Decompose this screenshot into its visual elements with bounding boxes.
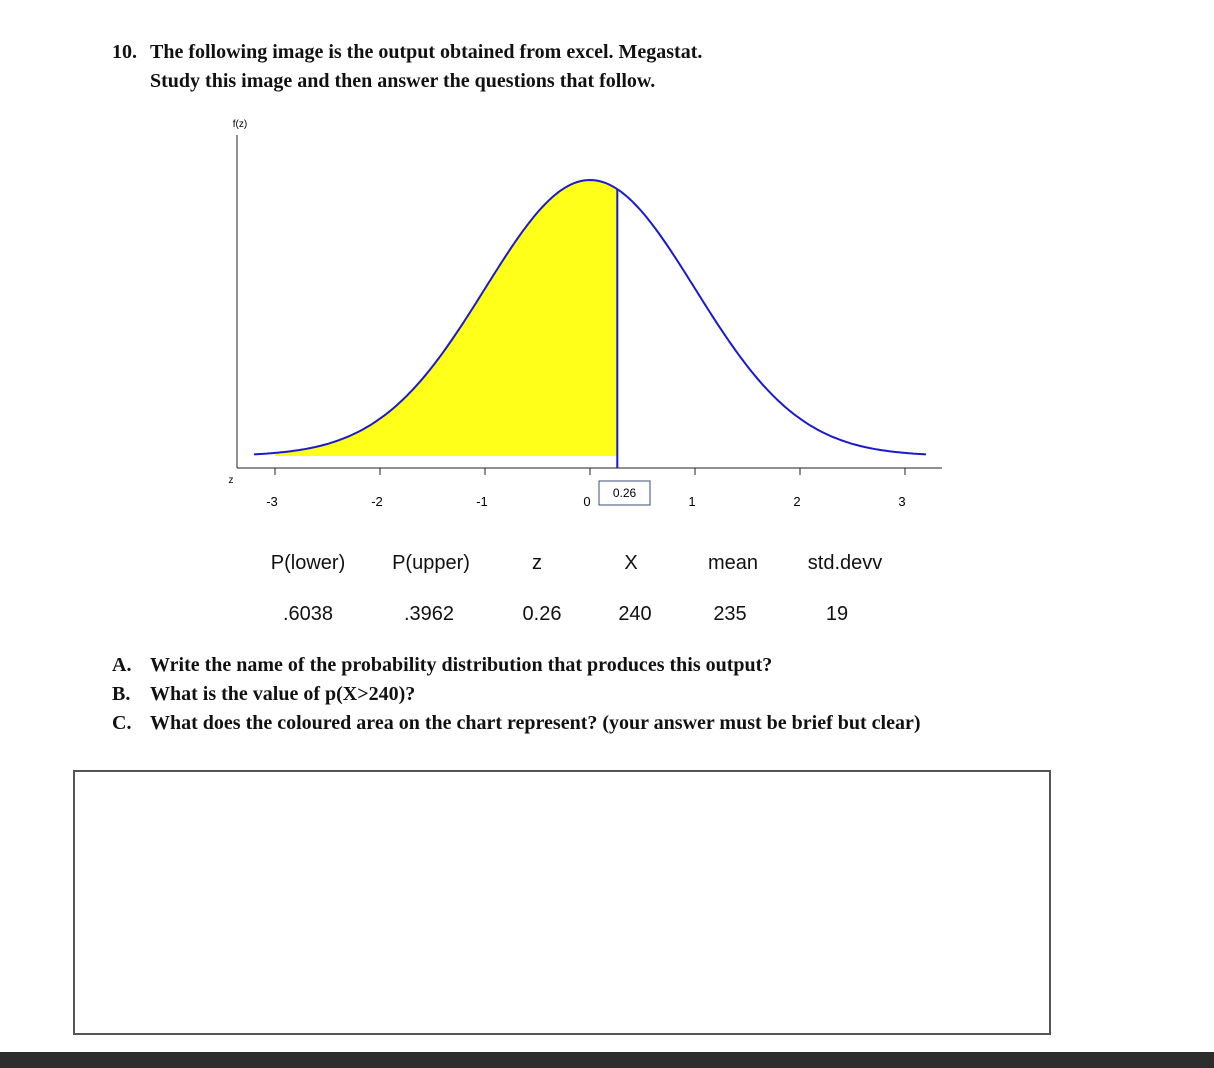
- x-axis-label: z: [228, 475, 234, 486]
- tick-label: 3: [898, 494, 906, 509]
- part-c-letter: C.: [112, 712, 132, 734]
- part-c: [112, 709, 920, 738]
- tick-label: 0: [583, 494, 591, 509]
- marker-label: 0.26: [612, 486, 637, 500]
- stats-value-mean: 235: [713, 603, 747, 625]
- bottom-bar: [0, 1052, 1214, 1068]
- stats-value-x: 240: [618, 603, 652, 625]
- normal-distribution-chart: [0, 0, 1214, 530]
- stats-value-row: [0, 603, 1214, 633]
- stats-header-std-dev: std.devv: [807, 552, 883, 574]
- stats-header-p-upper: P(upper): [392, 552, 470, 574]
- shaded-area: [275, 180, 617, 456]
- part-b-text: What is the value of p(X>240)?: [150, 683, 416, 705]
- stats-header-x: X: [624, 552, 638, 574]
- answer-box[interactable]: [73, 770, 1051, 1035]
- stats-header-row: [0, 552, 1214, 582]
- tick-label: -1: [476, 494, 488, 509]
- tick-label: 1: [688, 494, 696, 509]
- tick-label: -3: [266, 494, 278, 509]
- stats-value-p-upper: .3962: [403, 603, 455, 625]
- part-b-letter: B.: [112, 683, 131, 705]
- stats-header-p-lower: P(lower): [270, 552, 346, 574]
- tick-group: [266, 468, 905, 509]
- question-line-2: Study this image and then answer the questions that follow.: [150, 70, 656, 92]
- y-axis-label: f(z): [232, 119, 248, 130]
- question-parts: [112, 651, 920, 738]
- stats-value-z: 0.26: [522, 603, 562, 625]
- question-number: 10.: [112, 41, 137, 63]
- part-a-letter: A.: [112, 654, 132, 676]
- stats-header-mean: mean: [707, 552, 759, 574]
- tick-label: -2: [371, 494, 383, 509]
- part-a-text: Write the name of the probability distribution that produces this output?: [150, 654, 773, 676]
- stats-value-p-lower: .6038: [282, 603, 334, 625]
- tick-label: 2: [793, 494, 801, 509]
- part-c-text: What does the coloured area on the chart represent? (your answer must be brief but clear): [150, 712, 921, 734]
- part-a: [112, 651, 920, 680]
- part-b: [112, 680, 920, 709]
- stats-header-z: z: [532, 552, 542, 574]
- stats-value-std-dev: 19: [825, 603, 849, 625]
- question-line-1: The following image is the output obtained from excel. Megastat.: [150, 41, 703, 63]
